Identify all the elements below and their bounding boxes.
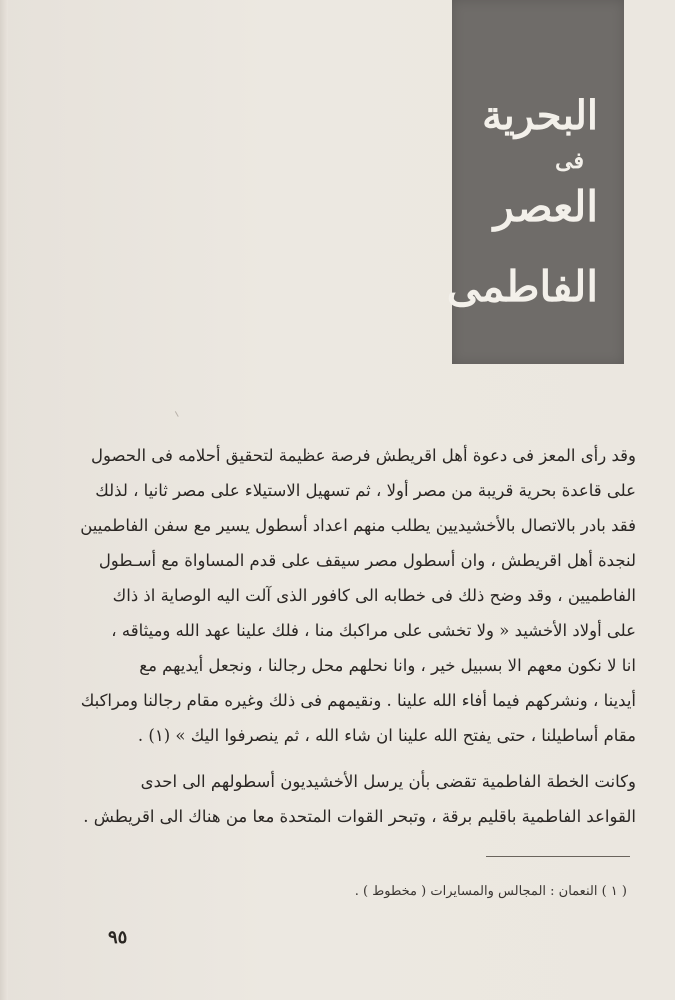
footnote: ( ١ ) النعمان : المجالس والمسايرات ( مخطوط ) . <box>354 884 627 899</box>
text-line: على قاعدة بحرية قريبة من مصر أولا ، ثم تسهيل الاستيلاء على مصر ثانيا ، لذلك <box>95 481 636 500</box>
paragraph-1 <box>62 438 636 753</box>
page-number: ٩٥ <box>108 927 128 948</box>
paper-speck <box>175 409 182 417</box>
text-line: مقام أساطيلنا ، حتى يفتح الله علينا ان شاء الله ، ثم ينصرفوا اليك » (١) . <box>137 726 636 745</box>
footnote-divider <box>486 856 630 857</box>
title-line-1: البحرية <box>482 92 598 139</box>
text-line: أيدينا ، ونشركهم فيما أفاء الله علينا . ونقيمهم فى ذلك وغيره مقام رجالنا ومراكبك <box>80 691 636 710</box>
text-line: القواعد الفاطمية باقليم برقة ، وتبحر القوات المتحدة معا من هناك الى اقريطش . <box>83 807 636 826</box>
title-line-4: الفاطمى <box>446 262 598 311</box>
text-line: على أولاد الأخشيد « ولا تخشى على مراكبك منا ، فلك علينا عهد الله وميثاقه ، <box>111 621 636 640</box>
text-line: الفاطميين ، وقد وضح ذلك فى خطابه الى كافور الذى آلت اليه الوصاية اذ ذاك <box>112 586 636 605</box>
title-line-3: العصر <box>493 182 598 231</box>
page-edge <box>0 0 8 1000</box>
text-line: فقد بادر بالاتصال بالأخشيديين يطلب منهم اعداد أسطول يسير مع سفن الفاطميين <box>80 516 636 535</box>
title-line-2: فى <box>555 148 584 174</box>
text-line: وكانت الخطة الفاطمية تقضى بأن يرسل الأخشيديون أسطولهم الى احدى <box>140 772 636 791</box>
text-line: وقد رأى المعز فى دعوة أهل اقريطش فرصة عظيمة لتحقيق أحلامه فى الحصول <box>90 446 636 465</box>
chapter-title-panel <box>446 0 624 364</box>
text-line: لنجدة أهل اقريطش ، وان أسطول مصر سيقف على قدم المساواة مع أسـطول <box>98 551 636 570</box>
paragraph-2 <box>62 764 636 834</box>
text-line: انا لا نكون معهم الا بسبيل خير ، وانا نحلهم محل رجالنا ، ونجعل أيديهم مع <box>139 656 636 675</box>
